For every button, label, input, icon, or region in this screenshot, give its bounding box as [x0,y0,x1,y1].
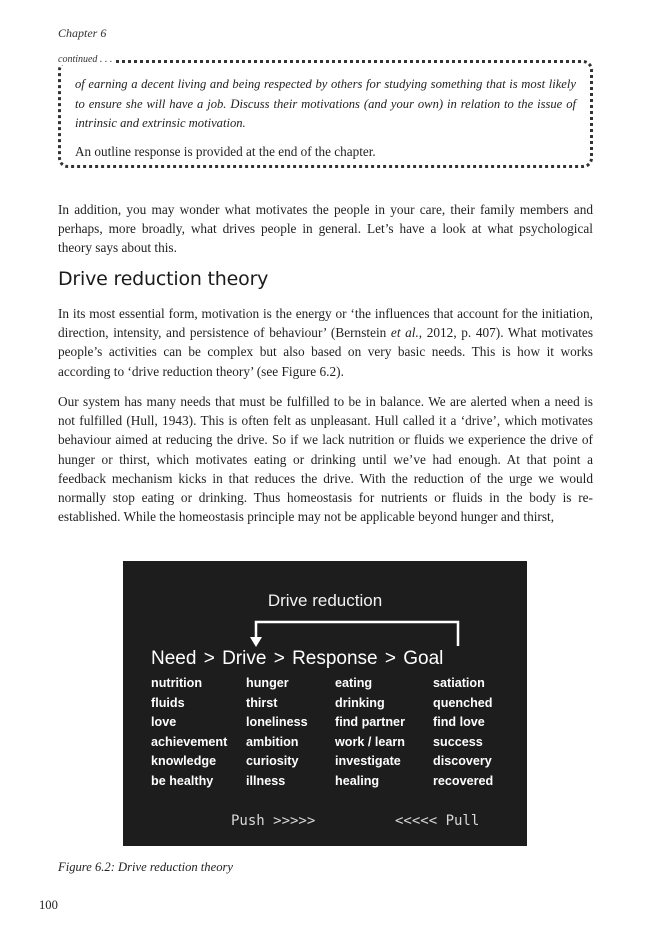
drive-item: ambition [246,734,299,749]
response-item: investigate [335,754,401,768]
need-item: knowledge [151,754,217,768]
drive-item: curiosity [246,754,299,768]
goal-item: recovered [433,773,494,788]
column-response [335,674,405,791]
drive-item: illness [246,773,286,788]
paragraph-1-part-a: In its most essential form, motivation is the energy or ‘the influences that account for the initiation, direction, intensity, and persistence of behaviour’ (Bernstein [58,306,593,341]
goal-item: discovery [433,754,492,768]
response-item: healing [335,773,380,788]
continued-label: continued . . . [58,54,116,65]
response-item: eating [335,676,373,690]
column-drive [246,674,308,791]
body-paragraph-1 [58,304,593,381]
goal-item: find love [433,715,485,729]
drive-reduction-figure [123,561,527,846]
pull-label: <<<<< Pull [395,813,480,829]
activity-text: of earning a decent living and being respected by others for studying something that is most likely to ensure she will have a job. Discuss their motivations (and your own) in relation to the issue of intrinsic and extrinsic motivation. [75,77,576,130]
paragraph-1-part-b: , 2012, p. 407). What motivates people’s activities can be complex but also based on very basic needs. This is how it works according to ‘drive reduction theory’ (see Figure 6.2). [58,325,593,379]
goal-item: success [433,734,483,749]
push-label: Push >>>>> [231,813,316,829]
column-need [151,674,227,791]
figure-title: Drive reduction [267,591,383,610]
drive-item: thirst [246,695,278,710]
need-item: nutrition [151,676,203,690]
need-item: fluids [151,695,185,710]
need-item: achievement [151,734,228,749]
need-item: be healthy [151,773,214,788]
column-goal [433,674,493,791]
drive-item: loneliness [246,715,308,729]
page-number: 100 [39,898,58,912]
response-item: drinking [335,695,385,710]
feedback-bracket [123,561,527,651]
goal-item: satiation [433,676,485,690]
response-item: find partner [335,715,405,729]
activity-box [58,60,593,168]
activity-note: An outline response is provided at the end of the chapter. [75,143,376,159]
section-heading: Drive reduction theory [58,268,269,290]
goal-item: quenched [433,695,493,710]
bracket-arrowhead [250,637,262,647]
et-al-italic: et al. [390,325,419,341]
chapter-label: Chapter 6 [58,26,107,40]
body-paragraph-2: Our system has many needs that must be fulfilled to be in balance. We are alerted when a need is not fulfilled (Hull, 1943). This is often felt as unpleasant. Hull called it a ‘drive’, which motivates behaviour aimed at reducing the drive. So if we lack nutrition or fluids we experience the drive of hunger or thirst, which motivates eating or drinking until we’ve had enough. At that point a feedback mechanism kicks in that reduces the drive. With the reduction of the urge we would normally stop eating or drinking. Thus homeostasis for nutrients or fluids in the body is re-established. While the homeostasis principle may not be applicable beyond hunger and thirst, [58,394,593,525]
figure-header-row: Need > Drive > Response > Goal [151,648,444,669]
drive-item: hunger [246,676,289,690]
figure-caption: Figure 6.2: Drive reduction theory [58,860,233,874]
intro-paragraph: In addition, you may wonder what motivates the people in your care, their family members and perhaps, more broadly, what drives people in general. Let’s have a look at what psychological theory says about this. [58,202,593,256]
bracket-line [256,622,458,646]
need-item: love [151,715,177,729]
response-item: work / learn [335,734,405,749]
